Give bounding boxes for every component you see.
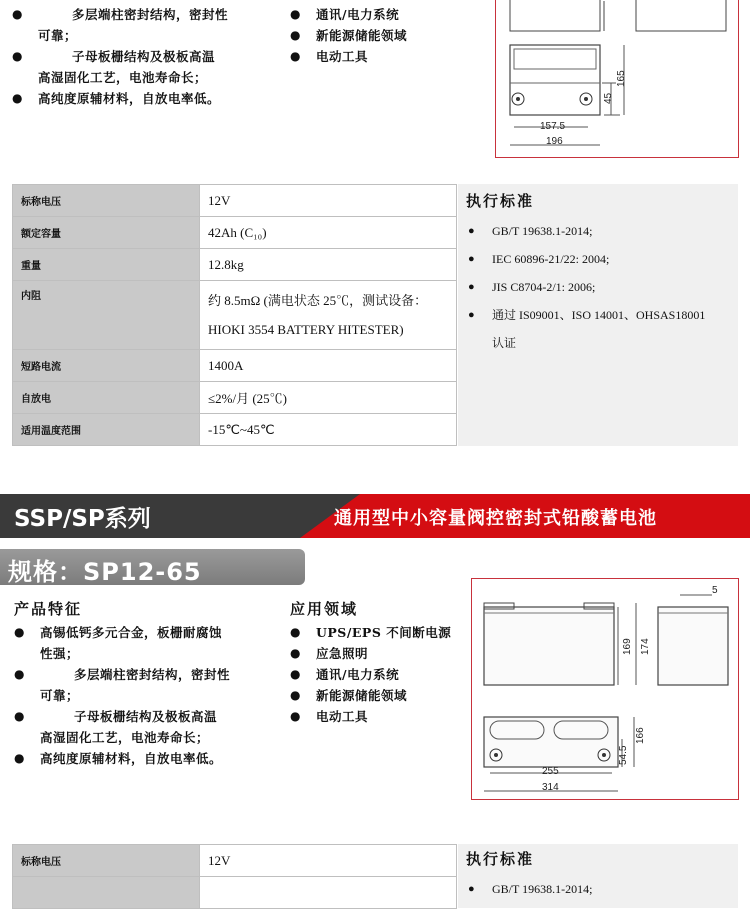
- spec-key: 重量: [13, 249, 200, 281]
- application-item: ● 电动工具: [290, 46, 480, 67]
- top-applications-list: [290, 4, 480, 67]
- application-item: ● 新能源储能领域: [290, 685, 470, 706]
- standard-item: 认证: [492, 336, 517, 350]
- dim-h1: 45: [603, 92, 614, 104]
- dim-w2: 314: [542, 782, 559, 793]
- application-item: ● UPS/EPS 不间断电源: [290, 622, 470, 643]
- top-spec-table: [12, 184, 457, 446]
- standard-item: ● JIS C8704-2/1: 2006;: [458, 273, 738, 301]
- feature-item: 高湿固化工艺，电池寿命长；: [40, 730, 210, 745]
- spec-key: 短路电流: [13, 350, 200, 382]
- feature-item: ● 高纯度原辅材料，自放电率低。: [14, 748, 284, 769]
- application-item: ● 通讯/电力系统: [290, 664, 470, 685]
- table-row: [13, 249, 457, 281]
- spec-value: 12V: [200, 185, 457, 217]
- table-row: [13, 350, 457, 382]
- table-row: [13, 281, 457, 350]
- spec-value: -15℃~45℃: [200, 414, 457, 446]
- standard-item: ● 通过 IS09001、ISO 14001、OHSAS18001: [458, 301, 738, 329]
- feature-item: 高湿固化工艺，电池寿命长；: [38, 70, 208, 85]
- spec-value: 12V: [200, 845, 457, 877]
- feature-item: 性强；: [40, 646, 80, 661]
- spec-key: 标称电压: [13, 185, 200, 217]
- bottom-standards-panel: [458, 844, 738, 908]
- table-row: [13, 185, 457, 217]
- dim-h1: 54.5: [618, 745, 629, 765]
- dim-w1: 255: [542, 766, 559, 777]
- dim-h174: 174: [640, 638, 651, 655]
- table-row: [13, 217, 457, 249]
- application-item: ● 应急照明: [290, 643, 470, 664]
- standard-item: ● GB/T 19638.1-2014;: [458, 875, 738, 903]
- feature-item: ● 子母板栅结构及极板高温: [14, 706, 284, 727]
- top-standards-panel: [458, 184, 738, 446]
- feature-item: ● 子母板栅结构及极板高温: [12, 46, 282, 67]
- table-row: [13, 414, 457, 446]
- feature-item: 可靠；: [40, 688, 80, 703]
- features-title: 产品特征: [14, 600, 83, 618]
- table-row: [13, 845, 457, 877]
- bottom-battery-drawing: [471, 578, 739, 800]
- dim-h2: 165: [616, 70, 627, 87]
- series-title: SSP/SP系列: [14, 506, 151, 532]
- spec-value: [200, 877, 457, 909]
- spec-value: 1400A: [200, 350, 457, 382]
- standards-list: [458, 217, 738, 357]
- feature-item: 可靠；: [38, 28, 78, 43]
- standards-title: 执行标准: [466, 850, 535, 868]
- table-row: [13, 877, 457, 909]
- dim-h169: 169: [622, 638, 633, 655]
- feature-item: ● 高锡低钙多元合金，板栅耐腐蚀: [14, 622, 284, 643]
- series-description: 通用型中小容量阀控密封式铅酸蓄电池: [334, 508, 657, 529]
- top-battery-drawing: [495, 0, 739, 158]
- dim-top: 5: [712, 585, 718, 596]
- bottom-applications-list: [290, 622, 470, 727]
- dim-w2: 196: [546, 136, 563, 147]
- standards-list: [458, 875, 738, 903]
- spec-value-line: HIOKI 3554 BATTERY HITESTER): [208, 322, 404, 337]
- standards-title: 执行标准: [466, 192, 535, 210]
- spec-key: 内阻: [13, 281, 200, 350]
- application-item: ● 通讯/电力系统: [290, 4, 480, 25]
- spec-key: [13, 877, 200, 909]
- spec-key: 标称电压: [13, 845, 200, 877]
- spec-key: 自放电: [13, 382, 200, 414]
- bottom-spec-table: [12, 844, 457, 909]
- spec-value: ≤2%/月 (25℃): [200, 382, 457, 414]
- spec-value-line: 约 8.5mΩ (满电状态 25℃，测试设备：: [208, 293, 428, 308]
- spec-value: 12.8kg: [200, 249, 457, 281]
- feature-item: ● 高纯度原辅材料，自放电率低。: [12, 88, 282, 109]
- top-features-list: [12, 4, 282, 109]
- model-label-bar: [0, 549, 305, 585]
- bottom-features-list: [14, 622, 284, 769]
- application-item: ● 新能源储能领域: [290, 25, 480, 46]
- battery-outline-drawing: [472, 579, 738, 799]
- model-label: 规格：SP12-65: [8, 558, 202, 586]
- dim-w1: 157.5: [540, 121, 566, 132]
- feature-item: ● 多层端柱密封结构，密封性: [12, 4, 282, 25]
- dim-h2: 166: [635, 727, 646, 744]
- spec-value: [200, 281, 457, 350]
- battery-outline-drawing: [496, 0, 738, 157]
- feature-item: ● 多层端柱密封结构，密封性: [14, 664, 284, 685]
- table-row: [13, 382, 457, 414]
- spec-key: 额定容量: [13, 217, 200, 249]
- spec-value: 42Ah (C₁₀): [200, 217, 457, 249]
- spec-key: 适用温度范围: [13, 414, 200, 446]
- application-item: ● 电动工具: [290, 706, 470, 727]
- standard-item: ● GB/T 19638.1-2014;: [458, 217, 738, 245]
- standard-item: ● IEC 60896-21/22: 2004;: [458, 245, 738, 273]
- series-banner: [0, 494, 750, 538]
- applications-title: 应用领域: [290, 600, 359, 618]
